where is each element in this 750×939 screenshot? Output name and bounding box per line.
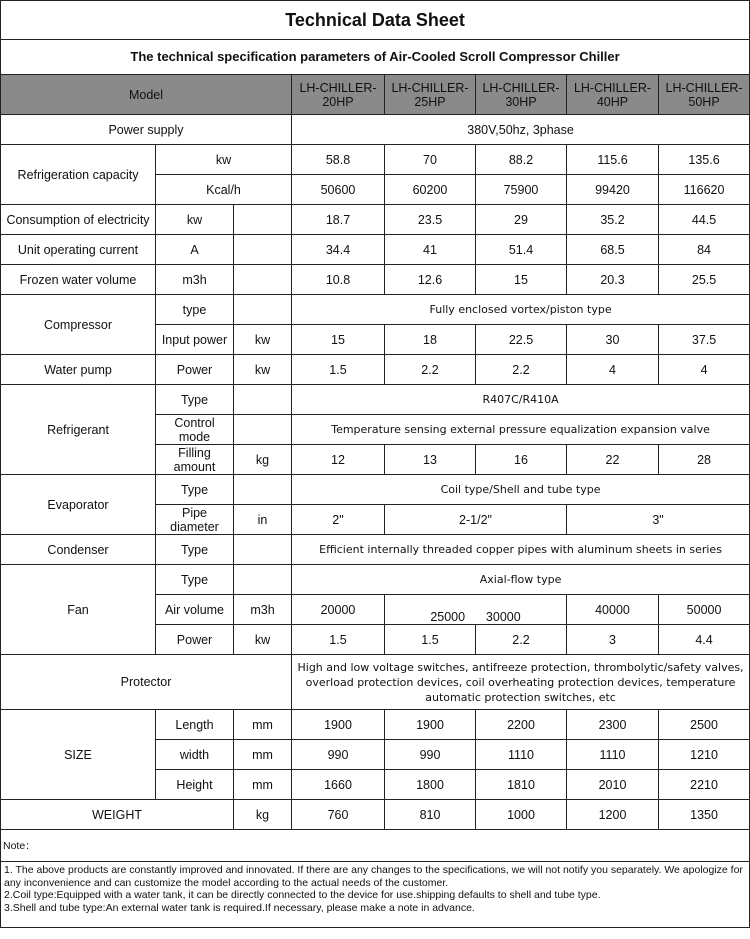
- fan-power-label: Power: [156, 625, 234, 655]
- value-cell: 84: [659, 235, 750, 265]
- fan-type-row: [1, 565, 750, 595]
- value-cell: 1.5: [292, 625, 385, 655]
- value-cell: 20000: [292, 595, 385, 625]
- value-cell: 1110: [567, 740, 659, 770]
- value-cell: 1660: [292, 770, 385, 800]
- protector-label: Protector: [1, 655, 292, 710]
- size-length-label: Length: [156, 710, 234, 740]
- refrigerant-filling-label: Filling amount: [156, 445, 234, 475]
- value-cell: 10.8: [292, 265, 385, 295]
- refrigeration-kw-row: [1, 145, 750, 175]
- consumption-unit: kw: [156, 205, 234, 235]
- compressor-type-value: Fully enclosed vortex/piston type: [292, 295, 750, 325]
- fan-air-unit: m3h: [234, 595, 292, 625]
- value-cell: 44.5: [659, 205, 750, 235]
- value-cell: 50600: [292, 175, 385, 205]
- fan-power-unit: kw: [234, 625, 292, 655]
- value-cell: 29: [476, 205, 567, 235]
- weight-row: [1, 800, 750, 830]
- value-cell: 37.5: [659, 325, 750, 355]
- model-25hp: LH-CHILLER-25HP: [385, 75, 476, 115]
- refrigerant-control-value: Temperature sensing external pressure equalization expansion valve: [292, 415, 750, 445]
- power-supply-label: Power supply: [1, 115, 292, 145]
- condenser-type-label: Type: [156, 535, 234, 565]
- value-cell: 2500: [659, 710, 750, 740]
- value-cell: 30000: [485, 609, 521, 624]
- value-cell: 135.6: [659, 145, 750, 175]
- consumption-row: [1, 205, 750, 235]
- model-20hp: LH-CHILLER-20HP: [292, 75, 385, 115]
- value-cell: 2210: [659, 770, 750, 800]
- compressor-type-label: type: [156, 295, 234, 325]
- consumption-label: Consumption of electricity: [1, 205, 156, 235]
- frozen-water-unit: m3h: [156, 265, 234, 295]
- size-label: SIZE: [1, 710, 156, 800]
- value-cell: 20.3: [567, 265, 659, 295]
- condenser-label: Condenser: [1, 535, 156, 565]
- model-30hp: LH-CHILLER-30HP: [476, 75, 567, 115]
- value-cell: 75900: [476, 175, 567, 205]
- note-line-2: 2.Coil type:Equipped with a water tank, it can be directly connected to the device for use.shipping defaults to shell and tube type.: [4, 889, 601, 901]
- water-pump-label: Water pump: [1, 355, 156, 385]
- value-cell: 1810: [476, 770, 567, 800]
- value-cell: 41: [385, 235, 476, 265]
- evaporator-pipe-unit: in: [234, 505, 292, 535]
- compressor-input-label: Input power: [156, 325, 234, 355]
- current-unit: A: [156, 235, 234, 265]
- size-length-unit: mm: [234, 710, 292, 740]
- fan-air-merged-cell: [385, 595, 567, 625]
- value-cell: 51.4: [476, 235, 567, 265]
- notes-body: [1, 862, 750, 928]
- value-cell: 40000: [567, 595, 659, 625]
- frozen-water-row: [1, 265, 750, 295]
- note-line-3: 3.Shell and tube type:An external water tank is required.If necessary, please make a note in advance.: [4, 901, 475, 914]
- value-cell: 1.5: [385, 625, 476, 655]
- value-cell: 2010: [567, 770, 659, 800]
- value-cell: 22: [567, 445, 659, 475]
- value-cell: 1900: [292, 710, 385, 740]
- evaporator-type-value: Coil type/Shell and tube type: [292, 475, 750, 505]
- model-header-row: [1, 75, 750, 115]
- water-pump-row: [1, 355, 750, 385]
- value-cell: 3": [567, 505, 750, 535]
- compressor-type-row: [1, 295, 750, 325]
- value-cell: 58.8: [292, 145, 385, 175]
- value-cell: 2200: [476, 710, 567, 740]
- value-cell: 99420: [567, 175, 659, 205]
- compressor-input-unit: kw: [234, 325, 292, 355]
- model-label: Model: [1, 75, 292, 115]
- value-cell: 990: [292, 740, 385, 770]
- value-cell: 1350: [659, 800, 750, 830]
- frozen-water-label: Frozen water volume: [1, 265, 156, 295]
- value-cell: 25.5: [659, 265, 750, 295]
- size-width-label: width: [156, 740, 234, 770]
- empty-cell: [234, 475, 292, 505]
- protector-row: [1, 655, 750, 710]
- refrigerant-type-row: [1, 385, 750, 415]
- value-cell: 1900: [385, 710, 476, 740]
- value-cell: 13: [385, 445, 476, 475]
- notes-row: [1, 862, 750, 928]
- refrigeration-kw-unit: kw: [156, 145, 292, 175]
- refrigerant-type-label: Type: [156, 385, 234, 415]
- model-50hp: LH-CHILLER-50HP: [659, 75, 750, 115]
- fan-label: Fan: [1, 565, 156, 655]
- value-cell: 12: [292, 445, 385, 475]
- weight-label: WEIGHT: [1, 800, 234, 830]
- value-cell: 2300: [567, 710, 659, 740]
- value-cell: 15: [292, 325, 385, 355]
- condenser-row: [1, 535, 750, 565]
- value-cell: 4: [567, 355, 659, 385]
- fan-type-label: Type: [156, 565, 234, 595]
- model-40hp: LH-CHILLER-40HP: [567, 75, 659, 115]
- value-cell: 2-1/2": [385, 505, 567, 535]
- value-cell: 1800: [385, 770, 476, 800]
- power-supply-value: 380V,50hz, 3phase: [292, 115, 750, 145]
- refrigerant-type-value: R407C/R410A: [292, 385, 750, 415]
- refrigeration-capacity-label: Refrigeration capacity: [1, 145, 156, 205]
- power-supply-row: [1, 115, 750, 145]
- value-cell: 4.4: [659, 625, 750, 655]
- value-cell: 760: [292, 800, 385, 830]
- empty-cell: [234, 415, 292, 445]
- value-cell: 18.7: [292, 205, 385, 235]
- empty-cell: [234, 235, 292, 265]
- value-cell: 12.6: [385, 265, 476, 295]
- current-label: Unit operating current: [1, 235, 156, 265]
- value-cell: 4: [659, 355, 750, 385]
- empty-cell: [234, 295, 292, 325]
- value-cell: 810: [385, 800, 476, 830]
- protector-value: High and low voltage switches, antifreeze protection, thrombolytic/safety valves, overload protection devices, coil overheating protection devices, temperature automatic protection switches, etc: [292, 655, 750, 710]
- value-cell: 1.5: [292, 355, 385, 385]
- fan-type-value: Axial-flow type: [292, 565, 750, 595]
- size-height-unit: mm: [234, 770, 292, 800]
- empty-cell: [234, 385, 292, 415]
- value-cell: 115.6: [567, 145, 659, 175]
- value-cell: 2.2: [476, 625, 567, 655]
- empty-cell: [234, 265, 292, 295]
- value-cell: 23.5: [385, 205, 476, 235]
- empty-cell: [234, 205, 292, 235]
- value-cell: 70: [385, 145, 476, 175]
- value-cell: 1200: [567, 800, 659, 830]
- fan-air-label: Air volume: [156, 595, 234, 625]
- value-cell: 34.4: [292, 235, 385, 265]
- evaporator-pipe-label: Pipe diameter: [156, 505, 234, 535]
- refrigeration-kcal-unit: Kcal/h: [156, 175, 292, 205]
- size-length-row: [1, 710, 750, 740]
- value-cell: 35.2: [567, 205, 659, 235]
- evaporator-type-label: Type: [156, 475, 234, 505]
- value-cell: 1210: [659, 740, 750, 770]
- value-cell: 16: [476, 445, 567, 475]
- value-cell: 18: [385, 325, 476, 355]
- value-cell: 990: [385, 740, 476, 770]
- condenser-type-value: Efficient internally threaded copper pipes with aluminum sheets in series: [292, 535, 750, 565]
- empty-cell: [234, 535, 292, 565]
- note-head-row: [1, 830, 750, 862]
- value-cell: 2.2: [385, 355, 476, 385]
- evaporator-label: Evaporator: [1, 475, 156, 535]
- notes-heading: Note：: [1, 830, 750, 862]
- compressor-label: Compressor: [1, 295, 156, 355]
- value-cell: 2": [292, 505, 385, 535]
- value-cell: 2.2: [476, 355, 567, 385]
- value-cell: 1110: [476, 740, 567, 770]
- value-cell: 25000: [430, 609, 466, 624]
- refrigerant-label: Refrigerant: [1, 385, 156, 475]
- weight-unit: kg: [234, 800, 292, 830]
- water-pump-unit: kw: [234, 355, 292, 385]
- value-cell: 50000: [659, 595, 750, 625]
- value-cell: 88.2: [476, 145, 567, 175]
- empty-cell: [234, 565, 292, 595]
- evaporator-type-row: [1, 475, 750, 505]
- size-height-label: Height: [156, 770, 234, 800]
- size-width-unit: mm: [234, 740, 292, 770]
- refrigerant-filling-unit: kg: [234, 445, 292, 475]
- value-cell: 1000: [476, 800, 567, 830]
- value-cell: 68.5: [567, 235, 659, 265]
- value-cell: 60200: [385, 175, 476, 205]
- value-cell: 22.5: [476, 325, 567, 355]
- value-cell: 28: [659, 445, 750, 475]
- refrigerant-control-label: Control mode: [156, 415, 234, 445]
- current-row: [1, 235, 750, 265]
- page-subtitle: The technical specification parameters of Air-Cooled Scroll Compressor Chiller: [1, 40, 750, 75]
- page-title: Technical Data Sheet: [1, 1, 750, 40]
- value-cell: 30: [567, 325, 659, 355]
- value-cell: 116620: [659, 175, 750, 205]
- note-line-1: 1. The above products are constantly improved and innovated. If there are any changes to the specifications, we will not notify you separately. We apologize for any inconvenience and can customize the model according to the actual needs of the customer.: [4, 864, 743, 889]
- value-cell: 3: [567, 625, 659, 655]
- water-pump-sub: Power: [156, 355, 234, 385]
- value-cell: 15: [476, 265, 567, 295]
